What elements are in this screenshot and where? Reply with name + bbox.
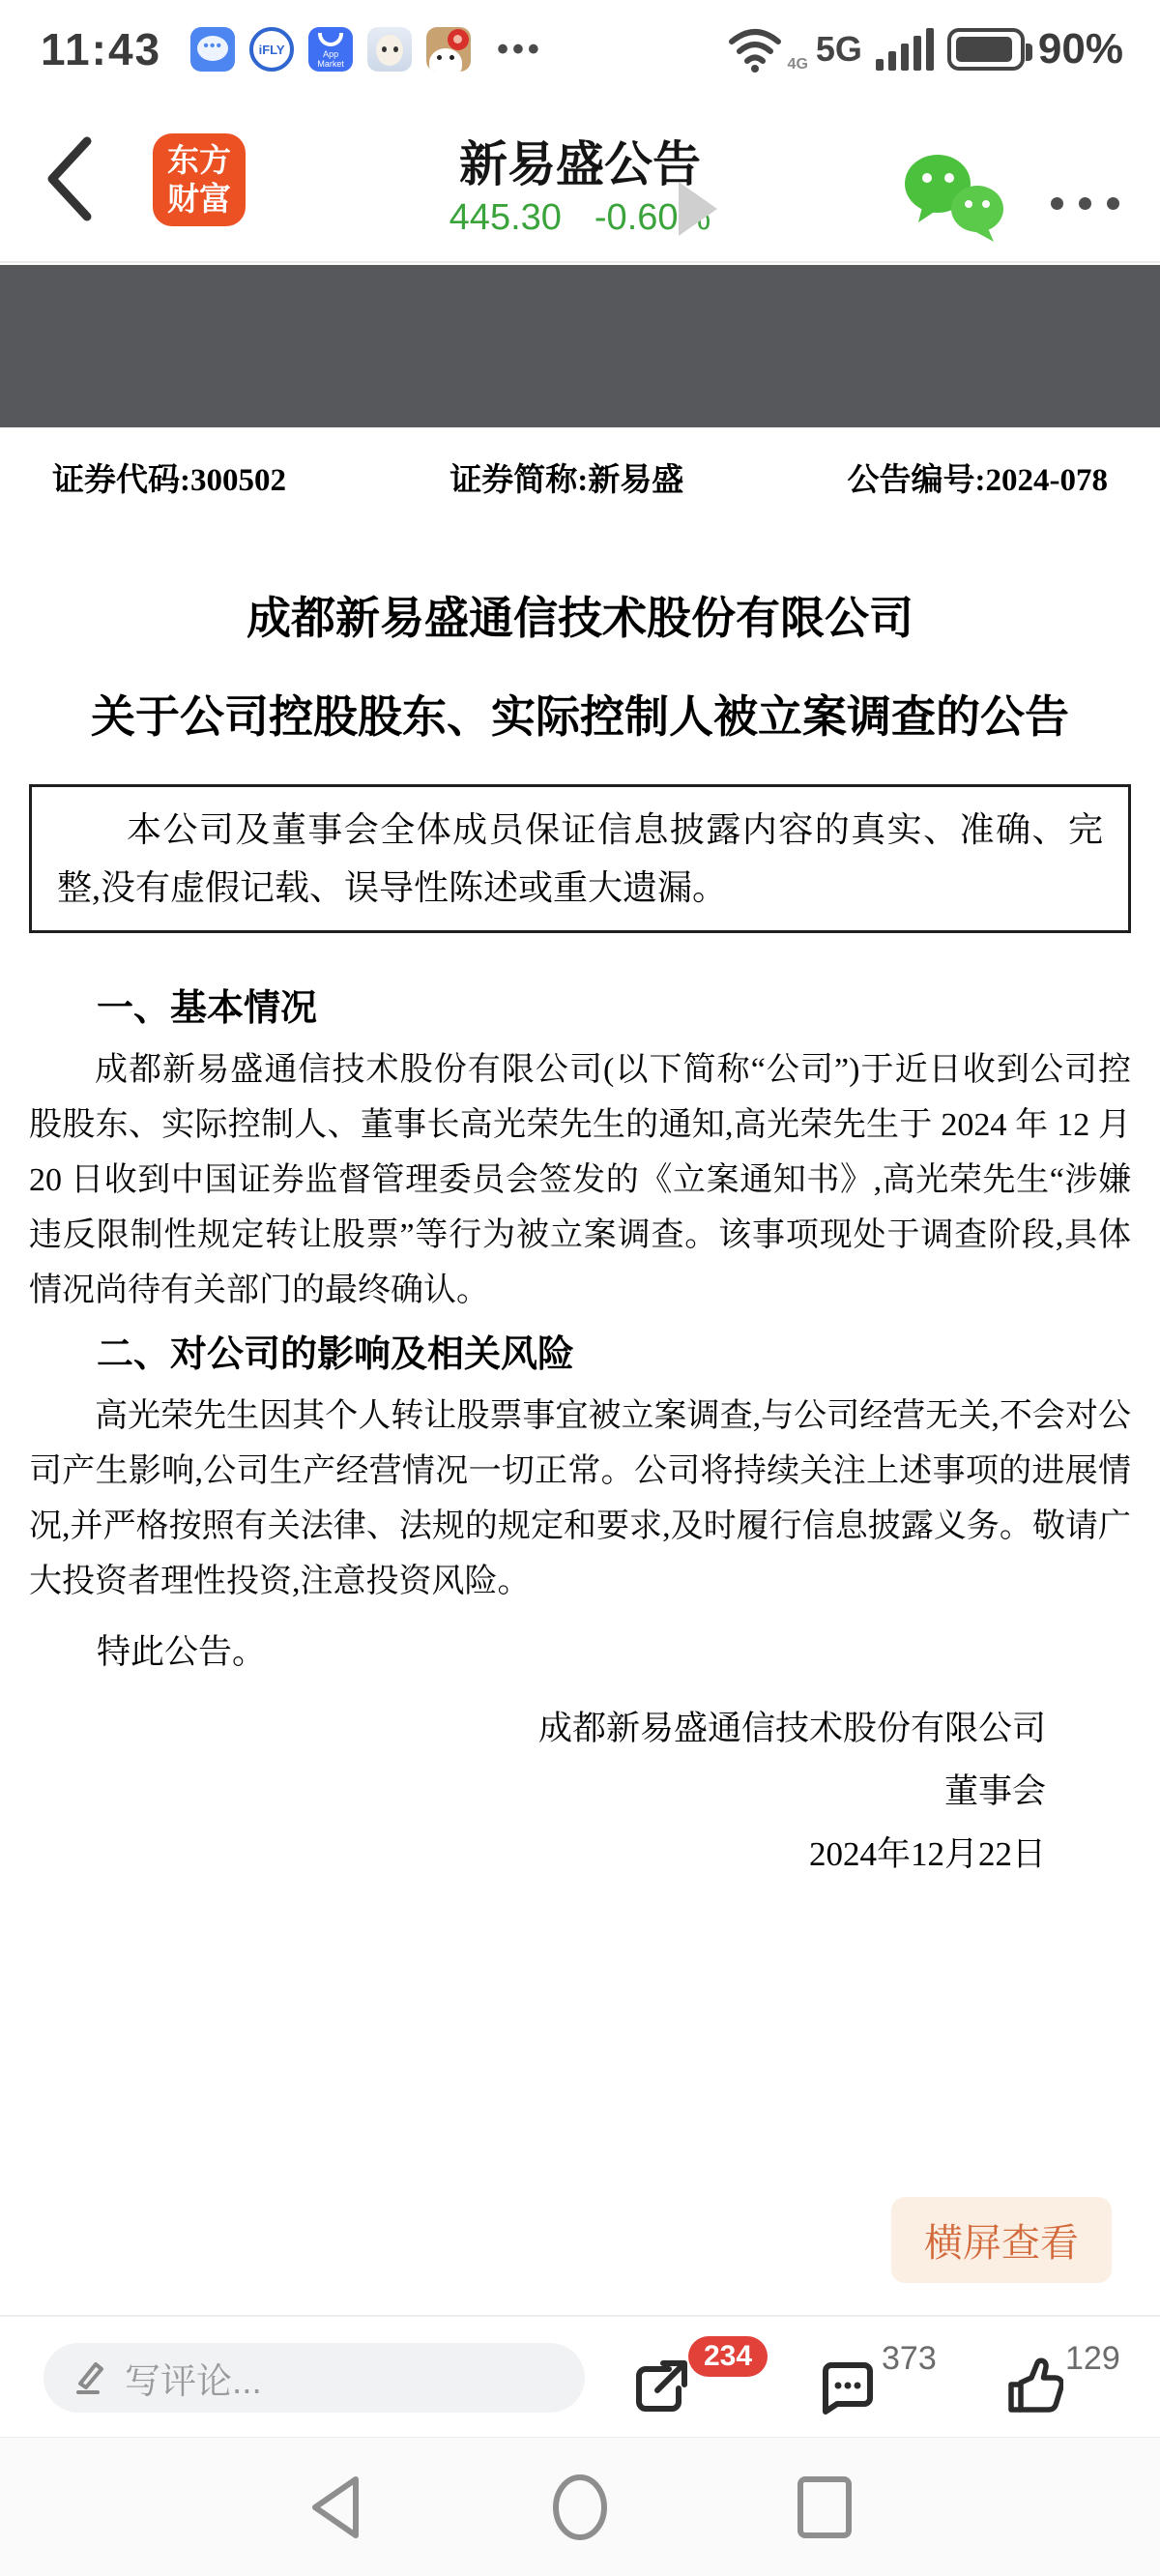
section1-heading: 一、基本情况	[97, 988, 318, 1029]
disclaimer-box: 本公司及董事会全体成员保证信息披露内容的真实、准确、完整,没有虚假记载、误导性陈述或重大遗漏。	[29, 784, 1131, 933]
signal-bars-icon	[876, 28, 934, 71]
android-back-icon[interactable]	[305, 2474, 365, 2541]
signature-company: 成都新易盛通信技术股份有限公司	[537, 1710, 1046, 1747]
section1-paragraph: 成都新易盛通信技术股份有限公司(以下简称“公司”)于近日收到公司控股股东、实际控制人、董事长高光荣先生的通知,高光荣先生于 2024 年 12 月 20 日收到中国证券监督管理委员会签发的《立案通知书》,高光荣先生“涉嫌违反限制性规定转让股票”等行为被立案调查。该事项现处于调查阶段,具体情况尚待有关部门的最终确认。	[29, 1052, 1131, 1308]
android-home-icon[interactable]	[550, 2473, 610, 2542]
pencil-icon	[72, 2360, 107, 2395]
viewer-background	[0, 265, 1160, 427]
announcement-number: 公告编号:2024-078	[847, 463, 1108, 498]
share-badge: 234	[688, 2336, 768, 2377]
more-notifications-icon: •••	[497, 30, 543, 68]
landscape-view-button[interactable]: 横屏查看	[891, 2197, 1112, 2283]
android-recents-icon[interactable]	[795, 2474, 855, 2541]
section2-paragraph: 高光荣先生因其个人转让股票事宜被立案调查,与公司经营无关,不会对公司产生影响,公司生产经营情况一切正常。公司将持续关注上述事项的进展情况,并严格按照有关法律、法规的规定和要求,及时履行信息披露义务。敬请广大投资者理性投资,注意投资风险。	[29, 1398, 1131, 1599]
eastmoney-logo[interactable]: 东方 财富	[153, 133, 246, 226]
announcement-title: 关于公司控股股东、实际控制人被立案调查的公告	[91, 691, 1069, 742]
toutiao-icon	[426, 27, 471, 72]
signature-board: 董事会	[943, 1772, 1046, 1810]
assistant-icon	[367, 27, 412, 72]
security-name: 证券简称:新易盛	[450, 463, 684, 498]
ifly-icon: iFLY	[249, 27, 294, 72]
closing-line: 特此公告。	[97, 1633, 267, 1671]
announcement-meta-row	[29, 454, 1131, 500]
nav-bar	[0, 89, 1160, 263]
expand-arrow-icon[interactable]	[679, 182, 717, 236]
status-bar	[0, 0, 1160, 89]
battery-icon	[947, 28, 1025, 71]
android-nav-bar	[0, 2437, 1160, 2576]
section2-heading: 二、对公司的影响及相关风险	[97, 1334, 575, 1375]
notification-icons	[190, 27, 543, 72]
wifi-icon	[728, 26, 782, 73]
like-count: 129	[1065, 2340, 1120, 2377]
sim2-network-label: 4G	[787, 56, 808, 73]
company-title: 成都新易盛通信技术股份有限公司	[246, 593, 914, 643]
more-menu-icon[interactable]	[1051, 197, 1119, 210]
signature-date: 2024年12月22日	[808, 1835, 1046, 1873]
comment-input[interactable]	[44, 2343, 585, 2413]
security-code: 证券代码:300502	[52, 463, 286, 498]
comment-bar	[0, 2315, 1160, 2437]
stock-price: 445.30	[449, 197, 562, 238]
stock-change: -0.60%	[594, 197, 711, 238]
wechat-share-icon[interactable]	[899, 149, 1011, 246]
comments-icon[interactable]	[818, 2359, 878, 2419]
clock: 11:43	[41, 24, 162, 74]
network-label: 5G	[815, 29, 862, 69]
status-indicators	[728, 25, 1123, 73]
comment-count: 373	[882, 2340, 937, 2377]
like-icon[interactable]	[1003, 2356, 1063, 2415]
page-title: 新易盛公告	[459, 137, 701, 191]
battery-percent: 90%	[1037, 25, 1123, 73]
share-icon[interactable]	[630, 2356, 692, 2417]
comment-placeholder: 写评论...	[125, 2361, 262, 2401]
signature-block	[29, 1701, 1131, 1882]
messages-icon: •••	[190, 27, 235, 72]
app-market-icon: App Market	[308, 27, 353, 72]
